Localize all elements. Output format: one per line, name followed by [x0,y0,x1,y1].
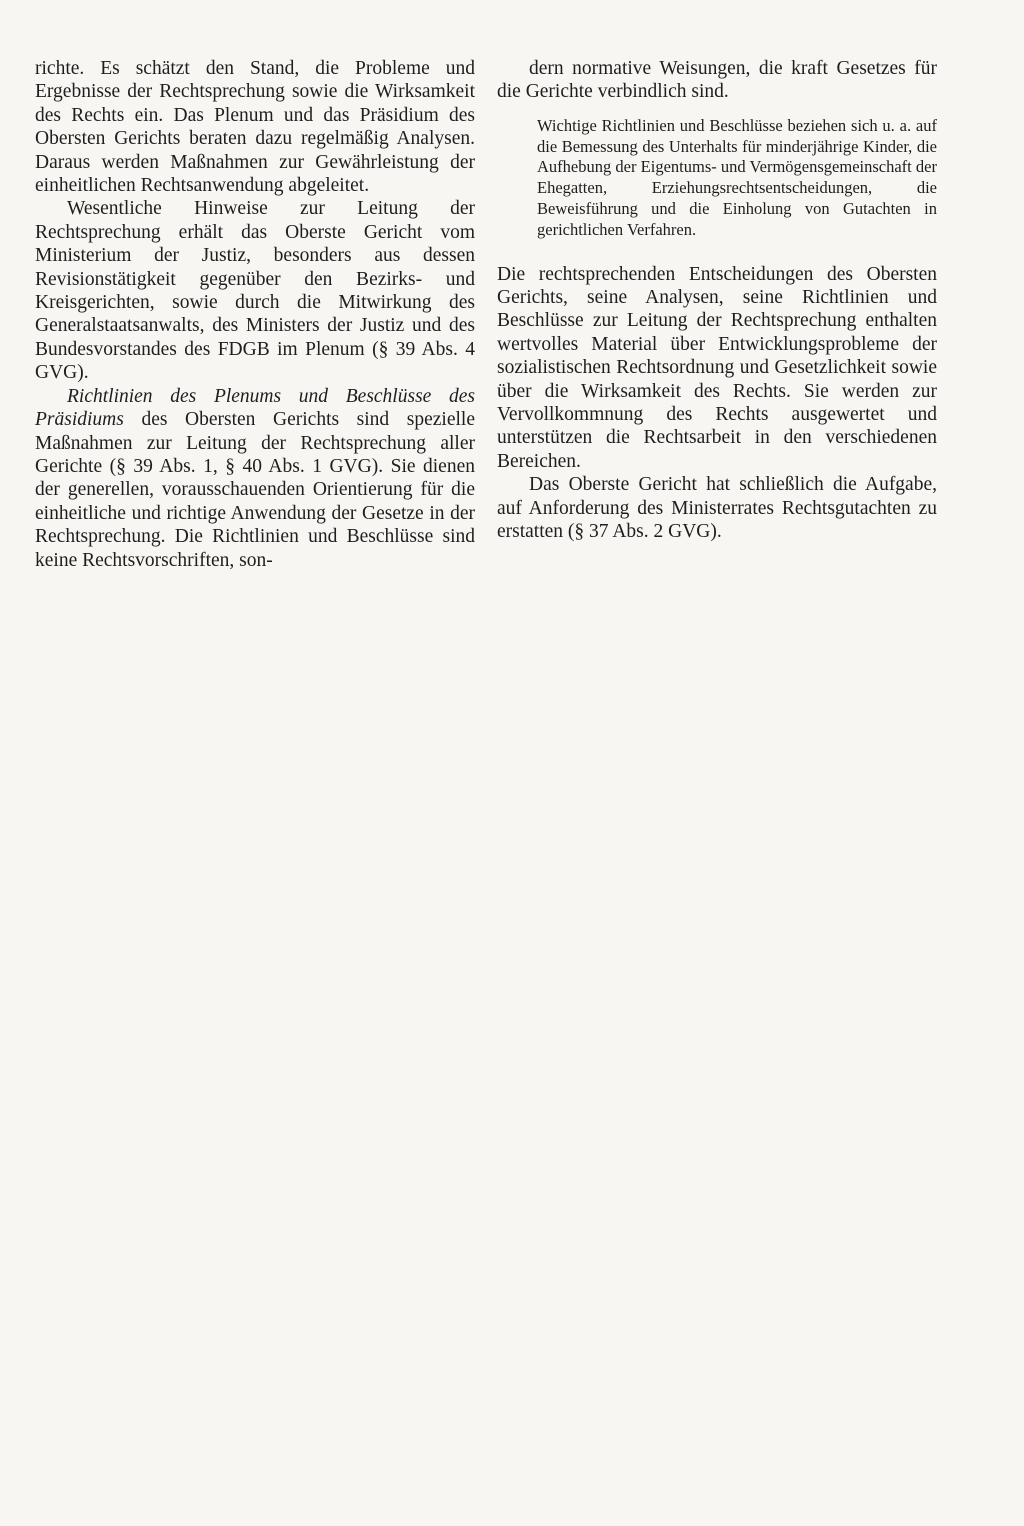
paragraph-guidance: Wesentliche Hinweise zur Leitung der Rechtsprechung erhält das Oberste Gericht vom Ministerium der Justiz, besonders aus dessen Revisionstätigkeit gegenüber den Bezirks- und Kreisgerichten, sowie durch die Mitwirkung des Generalstaatsanwalts, des Ministers der Justiz und des Bundesvorstandes des FDGB im Plenum (§ 39 Abs. 4 GVG). [35,198,475,384]
left-column [35,57,475,572]
right-column [497,57,937,543]
paragraph-guidelines [35,385,475,572]
paragraph-legal-opinions: Das Oberste Gericht hat schließlich die Aufgabe, auf Anforderung des Ministerrates Rechtsgutachten zu erstatten (§ 37 Abs. 2 GVG). [497,474,937,543]
paragraph-continued: richte. Es schätzt den Stand, die Probleme und Ergebnisse der Rechtsprechung sowie die Wirksamkeit des Rechts ein. Das Plenum und das Präsidium des Obersten Gerichts beraten dazu regelmäßig Analysen. Daraus werden Maßnahmen zur Gewährleistung der einheitlichen Rechtsanwendung abgeleitet. [35,58,475,197]
paragraph-decisions: Die rechtsprechenden Entscheidungen des Obersten Gerichts, seine Analysen, seine Richtlinien und Beschlüsse zur Leitung der Rechtsprechung enthalten wertvolles Material über Entwicklungsprobleme der sozialistischen Rechtsordnung und Gesetzlichkeit sowie über die Wirksamkeit des Rechts. Sie werden zur Vervollkommnung des Rechts ausgewertet und unterstützen die Rechtsarbeit in den verschiedenen Bereichen. [497,263,937,472]
paragraph-guidelines-text: des Obersten Gerichts sind spezielle Maßnahmen zur Leitung der Rechtsprechung aller Gerichte (§ 39 Abs. 1, § 40 Abs. 1 GVG). Sie dienen der generellen, vorausschauenden Orientierung für die einheitliche und richtige Anwendung der Gesetze in der Rechtsprechung. Die Richtlinien und Beschlüsse sind keine Rechtsvorschriften, son- [35,409,475,571]
paragraph-normative: dern normative Weisungen, die kraft Gesetzes für die Gerichte verbindlich sind. [497,58,937,103]
small-print-note: Wichtige Richtlinien und Beschlüsse beziehen sich u. a. auf die Bemessung des Unterhalts für minderjährige Kinder, die Aufhebung der Eigentums- und Vermögensgemeinschaft der Ehegatten, Erziehungsrechtsentscheidungen, die Beweisführung und die Einholung von Gutachten in gerichtlichen Verfahren. [537,115,937,239]
italic-term: Richtlinien des Plenums und Beschlüsse des Präsidiums [35,385,475,431]
